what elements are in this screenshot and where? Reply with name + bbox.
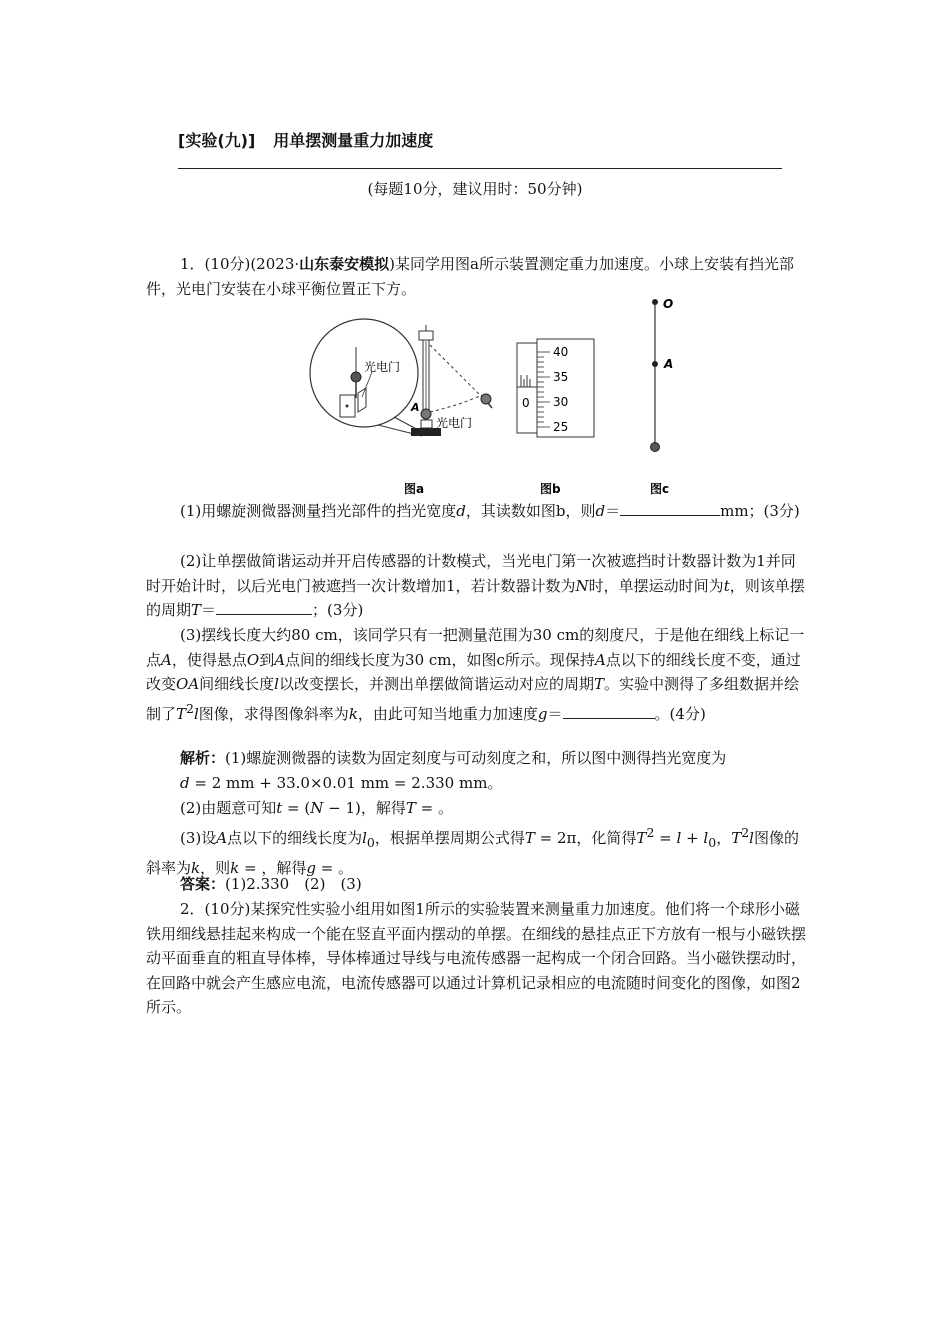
- answer-blank-d[interactable]: [620, 501, 720, 516]
- answer-blank-g[interactable]: [563, 704, 655, 719]
- figure-a: [310, 319, 492, 496]
- page-title: [178, 128, 433, 151]
- photogate-main: [421, 420, 432, 428]
- point-a-dot: [652, 361, 658, 367]
- analysis-line-4: (3)设A点以下的细线长度为$l_0$，根据单摆周期公式得T = 2π，化简得$T^2 = l + l_0$，$T^2l$图像的斜率为k，则k = ，解得g = 。: [146, 825, 799, 877]
- inset-ball: [351, 372, 361, 382]
- micrometer-sleeve: [517, 343, 537, 433]
- experiment-title: 用单摆测量重力加速度: [273, 131, 434, 150]
- point-a-c-label: A: [664, 357, 674, 371]
- stand-clamp: [419, 331, 433, 340]
- inset-pointer: [362, 372, 372, 397]
- figure-c-label: 图c: [650, 482, 670, 496]
- swing-arc: [430, 395, 482, 412]
- question-1-intro: 1．(10分)(2023·山东泰安模拟)某同学用图a所示装置测定重力加速度。小球上安装有挡光部件，光电门安装在小球平衡位置正下方。: [146, 255, 794, 298]
- analysis-line-1: 解析：(1)螺旋测微器的读数为固定刻度与可动刻度之和，所以图中测得挡光宽度为: [180, 749, 727, 767]
- figure-group: [300, 295, 700, 500]
- inset-gate-dot: [346, 405, 349, 408]
- answer-blank-T[interactable]: [216, 600, 312, 615]
- ball-c: [651, 443, 660, 452]
- question-source: 山东泰安模拟: [299, 255, 390, 273]
- thimble-label-35: 35: [553, 370, 569, 384]
- answer-line: 答案：(1)2.330 (2) (3): [180, 875, 362, 893]
- photogate-label: 光电门: [436, 416, 473, 430]
- experiment-label: [实验(九)]: [178, 131, 256, 150]
- time-note: (每题10分，建议用时：50分钟): [367, 180, 583, 198]
- thimble-label-40: 40: [553, 345, 569, 359]
- thimble-label-25: 25: [553, 420, 569, 434]
- analysis-label: 解析：: [180, 749, 226, 767]
- question-1-part-2: (2)让单摆做简谐运动并开启传感器的计数模式，当光电门第一次被遮挡时计数器计数为1并同时开始计时，以后光电门被遮挡一次计数增加1，若计数器计数为N时，单摆运动时间为t，则该单摆的周期T＝ ；(3分): [146, 552, 805, 620]
- figure-a-label: 图a: [404, 482, 425, 496]
- question-2: 2．(10分)某探究性实验小组用如图1所示的实验装置来测量重力加速度。他们将一个球形小磁铁用细线悬挂起来构成一个能在竖直平面内摆动的单摆。在细线的悬挂点正下方放有一根与小磁铁摆动平面垂直的粗直导体棒，导体棒通过导线与电流传感器一起构成一个闭合回路。当小磁铁摆动时，在回路中就会产生感应电流，电流传感器可以通过计算机记录相应的电流随时间变化的图像，如图2所示。: [146, 900, 807, 1017]
- pendulum-string-swung: [430, 345, 484, 399]
- shade-part-swung: [488, 403, 492, 408]
- pendulum-ball-swung: [481, 394, 491, 404]
- analysis-line-3: (2)由题意可知t = (N − 1)，解得T = 。: [180, 799, 454, 817]
- figure-c: [650, 297, 673, 496]
- point-a-label: A: [411, 401, 420, 414]
- analysis-line-2: d = 2 mm + 33.0×0.01 mm = 2.330 mm。: [180, 774, 503, 792]
- inset-gate-label: 光电门: [364, 360, 401, 374]
- question-1-part-3: (3)摆线长度大约80 cm，该同学只有一把测量范围为30 cm的刻度尺，于是他在细线上标记一点A，使得悬点O到A点间的细线长度为30 cm，如图c所示。现保持A点以下的细线长度不变，通过改变OA间细线长度l以改变摆长，并测出单摆做简谐运动对应的周期T。实验中测得了多组数据并绘制了$T^2l$图像，求得图像斜率为k，由此可知当地重力加速度g＝ 。(4分): [146, 626, 805, 723]
- question-1-part-1: (1)用螺旋测微器测量挡光部件的挡光宽度d，其读数如图b，则d＝ mm；(3分): [180, 502, 800, 520]
- figure-b-label: 图b: [540, 482, 561, 496]
- answer-label: 答案：: [180, 875, 226, 893]
- point-o-dot: [652, 299, 658, 305]
- thimble-label-30: 30: [553, 395, 569, 409]
- title-divider: [178, 168, 782, 169]
- figure-b: [517, 339, 594, 496]
- pendulum-ball: [421, 409, 431, 419]
- inset-gate-right: [358, 388, 366, 412]
- point-o-label: O: [663, 297, 674, 311]
- main-scale-zero: 0: [522, 396, 530, 410]
